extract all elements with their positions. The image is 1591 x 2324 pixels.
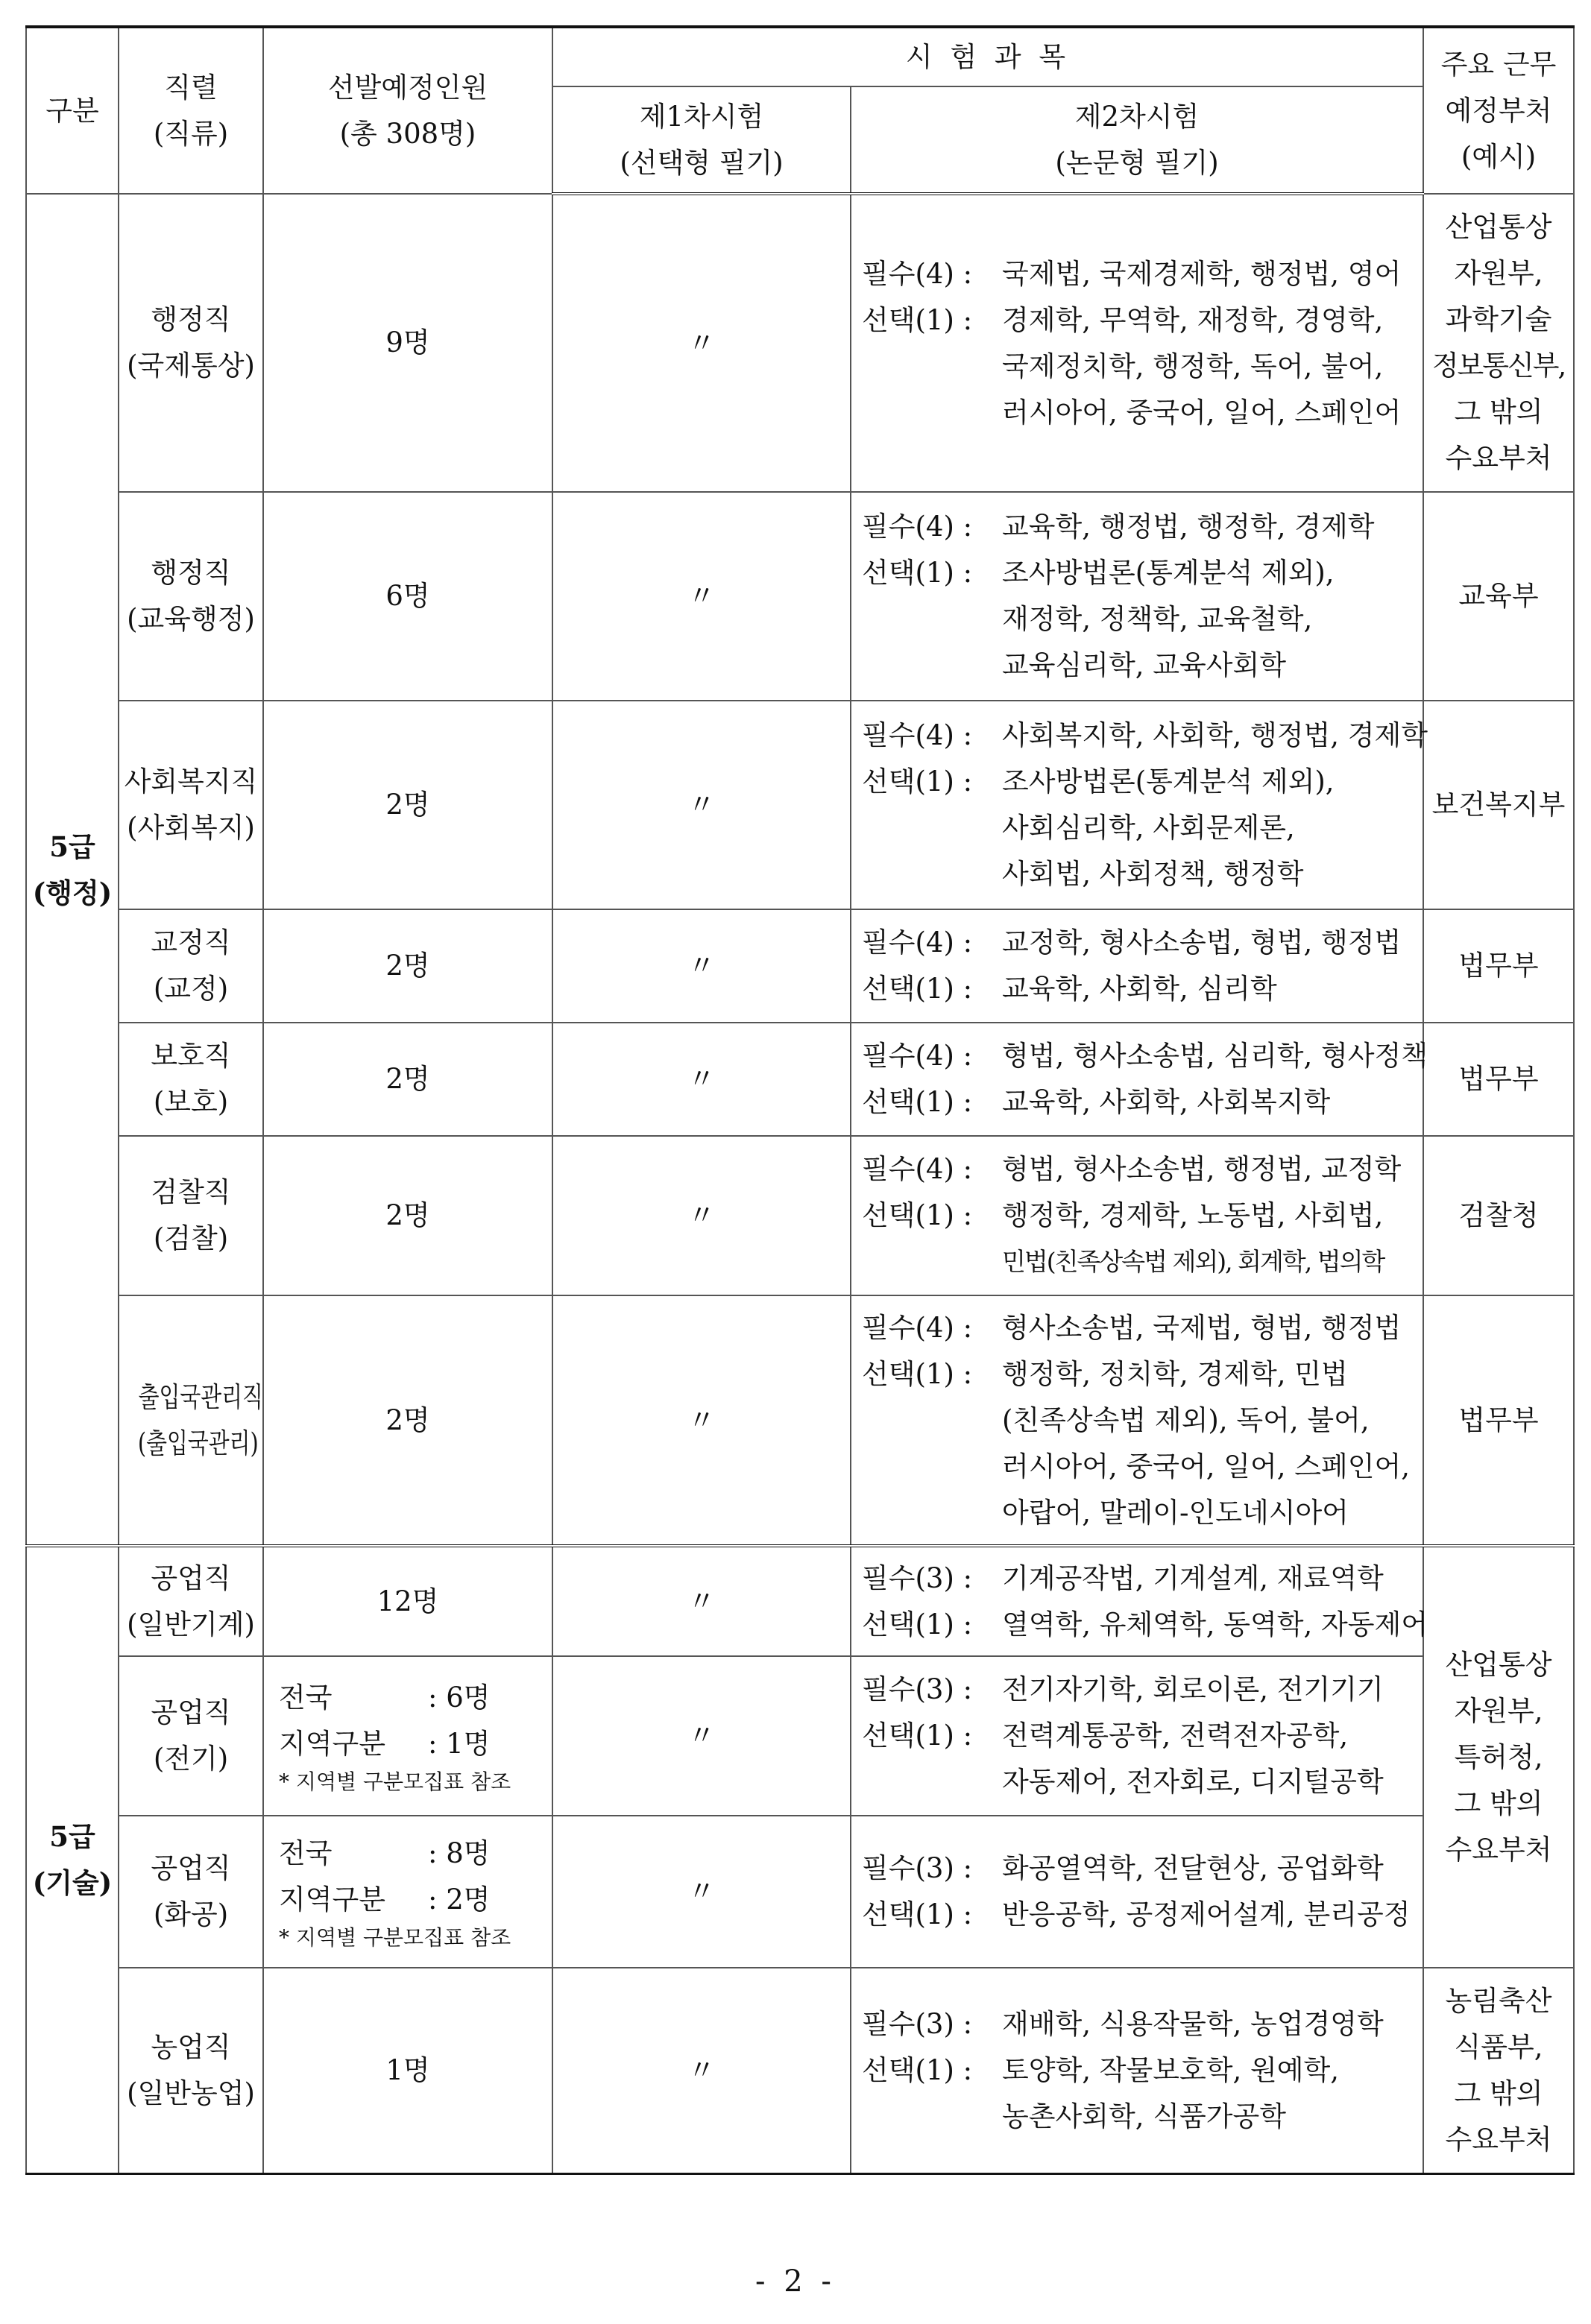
header-series: 직렬 (직류): [119, 27, 263, 194]
department-cell: 교육부: [1423, 492, 1574, 701]
group-tech: 5급 (기술): [26, 1546, 119, 2173]
table-row: [26, 909, 1574, 1023]
table-row: [26, 1656, 1574, 1816]
department-cell: 보건복지부: [1423, 701, 1574, 909]
series-cell: 공업직 (전기): [119, 1656, 263, 1816]
second-exam-cell: 필수(4) : 교육학, 행정법, 행정학, 경제학 선택(1) : 조사방법론(통계분석 제외), 재정학, 정책학, 교육철학, 교육심리학, 교육사회학: [851, 492, 1423, 701]
first-exam-cell: 〃: [552, 909, 851, 1023]
quota-cell: 1명: [263, 1968, 552, 2173]
first-exam-cell: 〃: [552, 1968, 851, 2173]
second-exam-cell: 필수(3) : 전기자기학, 회로이론, 전기기기 선택(1) : 전력계통공학, 전력전자공학, 자동제어, 전자회로, 디지털공학: [851, 1656, 1423, 1816]
first-exam-cell: 〃: [552, 1656, 851, 1816]
first-exam-cell: 〃: [552, 1295, 851, 1546]
department-cell: 법무부: [1423, 1295, 1574, 1546]
series-cell: 출입국관리직 (출입국관리): [119, 1295, 263, 1546]
quota-cell: 2명: [263, 1023, 552, 1136]
header-quota: 선발예정인원 (총 308명): [263, 27, 552, 194]
first-exam-cell: 〃: [552, 1023, 851, 1136]
series-cell: 교정직 (교정): [119, 909, 263, 1023]
table-row: [26, 701, 1574, 909]
table-row: [26, 1295, 1574, 1546]
second-exam-cell: 필수(4) : 사회복지학, 사회학, 행정법, 경제학 선택(1) : 조사방법론(통계분석 제외), 사회심리학, 사회문제론, 사회법, 사회정책, 행정학: [851, 701, 1423, 909]
quota-note: * 지역별 구분모집표 참조: [279, 1925, 511, 1950]
series-cell: 행정직 (교육행정): [119, 492, 263, 701]
department-cell: 농림축산 식품부, 그 밖의 수요부처: [1423, 1968, 1574, 2173]
quota-cell: 12명: [263, 1546, 552, 1656]
first-exam-cell: 〃: [552, 1136, 851, 1295]
table-row: [26, 1023, 1574, 1136]
quota-cell: 전국 : 6명 지역구분 : 1명 * 지역별 구분모집표 참조: [263, 1656, 552, 1816]
series-cell: 보호직 (보호): [119, 1023, 263, 1136]
department-cell: 법무부: [1423, 1023, 1574, 1136]
table-row: [26, 492, 1574, 701]
department-cell: 검찰청: [1423, 1136, 1574, 1295]
table-header: [26, 27, 1574, 194]
quota-cell: 2명: [263, 1295, 552, 1546]
table-row: [26, 1816, 1574, 1968]
series-cell: 공업직 (일반기계): [119, 1546, 263, 1656]
header-second-exam: 제2차시험 (논문형 필기): [851, 86, 1423, 194]
series-cell: 공업직 (화공): [119, 1816, 263, 1968]
page-number: - 2 -: [755, 2264, 836, 2299]
first-exam-cell: 〃: [552, 1546, 851, 1656]
first-exam-cell: 〃: [552, 492, 851, 701]
second-exam-cell: 필수(4) : 교정학, 형사소송법, 형법, 행정법 선택(1) : 교육학, 사회학, 심리학: [851, 909, 1423, 1023]
second-exam-cell: 필수(4) : 국제법, 국제경제학, 행정법, 영어 선택(1) : 경제학, 무역학, 재정학, 경영학, 국제정치학, 행정학, 독어, 불어, 러시아어, 중국어, 일어, 스페인어: [851, 194, 1423, 492]
header-subjects: 시 험 과 목: [552, 27, 1423, 86]
second-exam-cell: 필수(3) : 재배학, 식용작물학, 농업경영학 선택(1) : 토양학, 작물보호학, 원예학, 농촌사회학, 식품가공학: [851, 1968, 1423, 2173]
exam-subjects-table: [25, 25, 1575, 2175]
second-exam-cell: 필수(4) : 형사소송법, 국제법, 형법, 행정법 선택(1) : 행정학, 정치학, 경제학, 민법 (친족상속법 제외), 독어, 불어, 러시아어, 중국어, 일어, 스페인어, 아랍어, 말레이-인도네시아어: [851, 1295, 1423, 1546]
group-admin: 5급 (행정): [26, 194, 119, 1546]
first-exam-cell: 〃: [552, 701, 851, 909]
quota-cell: 2명: [263, 1136, 552, 1295]
series-cell: 농업직 (일반농업): [119, 1968, 263, 2173]
series-cell: 사회복지직 (사회복지): [119, 701, 263, 909]
department-cell: 산업통상 자원부, 특허청, 그 밖의 수요부처: [1423, 1546, 1574, 1968]
first-exam-cell: 〃: [552, 1816, 851, 1968]
series-cell: 행정직 (국제통상): [119, 194, 263, 492]
quota-cell: 9명: [263, 194, 552, 492]
department-cell: 법무부: [1423, 909, 1574, 1023]
second-exam-cell: 필수(4) : 형법, 형사소송법, 행정법, 교정학 선택(1) : 행정학, 경제학, 노동법, 사회법, 민법(친족상속법 제외), 회계학, 법의학: [851, 1136, 1423, 1295]
table-row: [26, 1968, 1574, 2173]
header-first-exam: 제1차시험 (선택형 필기): [552, 86, 851, 194]
quota-cell: 전국 : 8명 지역구분 : 2명 * 지역별 구분모집표 참조: [263, 1816, 552, 1968]
header-category: 구분: [26, 27, 119, 194]
second-exam-cell: 필수(3) : 기계공작법, 기계설계, 재료역학 선택(1) : 열역학, 유체역학, 동역학, 자동제어: [851, 1546, 1423, 1656]
first-exam-cell: 〃: [552, 194, 851, 492]
table-row: [26, 1136, 1574, 1295]
department-cell: 산업통상 자원부, 과학기술 정보통신부, 그 밖의 수요부처: [1423, 194, 1574, 492]
table-row: [26, 1546, 1574, 1656]
second-exam-cell: 필수(3) : 화공열역학, 전달현상, 공업화학 선택(1) : 반응공학, 공정제어설계, 분리공정: [851, 1816, 1423, 1968]
quota-note: * 지역별 구분모집표 참조: [279, 1769, 511, 1794]
second-exam-cell: 필수(4) : 형법, 형사소송법, 심리학, 형사정책 선택(1) : 교육학, 사회학, 사회복지학: [851, 1023, 1423, 1136]
quota-cell: 2명: [263, 909, 552, 1023]
series-cell: 검찰직 (검찰): [119, 1136, 263, 1295]
header-department: 주요 근무 예정부처 (예시): [1423, 27, 1574, 194]
table-row: [26, 194, 1574, 492]
quota-cell: 2명: [263, 701, 552, 909]
quota-cell: 6명: [263, 492, 552, 701]
